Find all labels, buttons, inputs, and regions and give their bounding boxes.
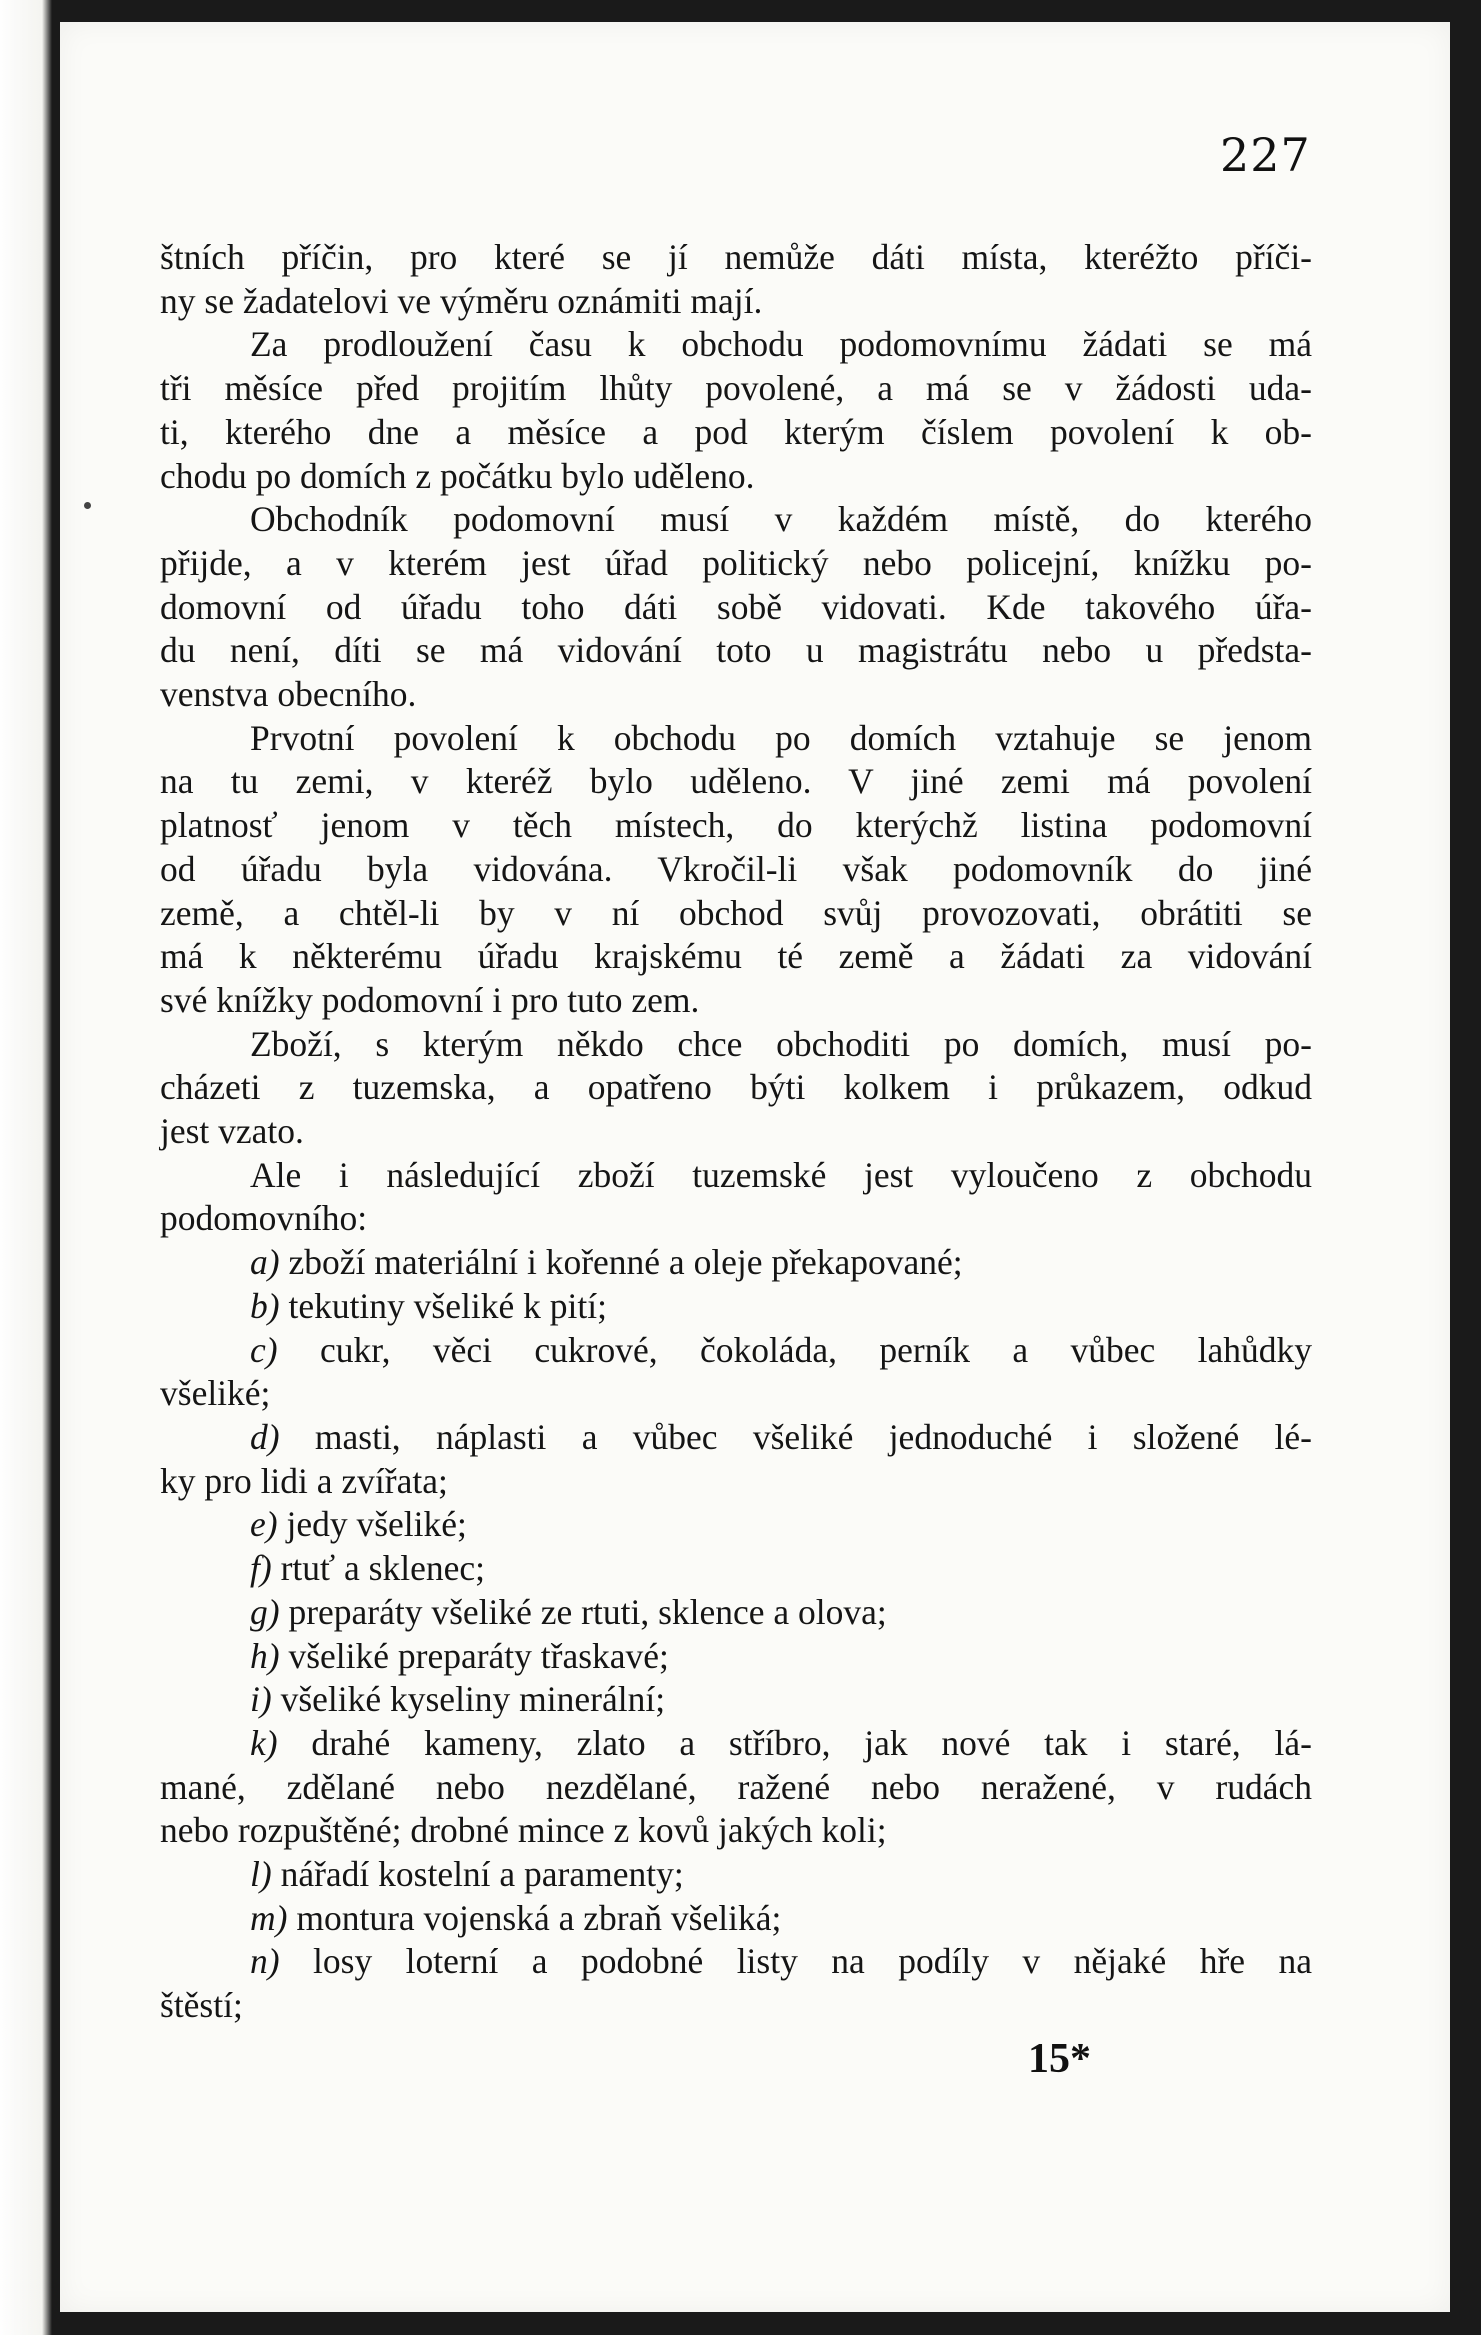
text-line: Ale i následující zboží tuzemské jest vyloučeno z obchodu — [250, 1154, 1312, 1195]
list-item-text: zboží materiální i kořenné a oleje překapované; — [288, 1242, 963, 1283]
list-item — [160, 1329, 1312, 1416]
text-line: tři měsíce před projitím lhůty povolené, a má se v žádosti uda- — [160, 368, 1312, 409]
ink-spot — [84, 502, 91, 509]
text-line: země, a chtěl-li by v ní obchod svůj provozovati, obrátiti se — [160, 892, 1312, 933]
text-line: Obchodník podomovní musí v každém místě, do kterého — [250, 499, 1312, 540]
text-line: podomovního: — [160, 1198, 368, 1239]
list-item-text: nebo rozpuštěné; drobné mince z kovů jakých koli; — [160, 1810, 887, 1851]
paragraph — [160, 717, 1312, 1023]
list-item-text: preparáty všeliké ze rtuti, sklence a olova; — [288, 1591, 887, 1632]
list-item — [160, 1416, 1312, 1503]
list-item-label: l) — [250, 1854, 272, 1895]
text-line: štních příčin, pro které se jí nemůže dáti místa, kteréžto příči- — [160, 237, 1312, 277]
list-item — [160, 1635, 1312, 1679]
list-item-label: i) — [250, 1679, 272, 1720]
list-item-text: všeliké kyseliny minerální; — [280, 1679, 666, 1720]
text-line — [160, 1635, 1312, 1679]
list-item-text: rtuť a sklenec; — [280, 1548, 485, 1589]
list-item-text: všeliké; — [160, 1373, 271, 1414]
text-line — [160, 1591, 1312, 1635]
list-item — [160, 1285, 1312, 1329]
list-item-text: cukr, věci cukrové, čokoláda, perník a vůbec lahůdky — [319, 1329, 1312, 1370]
text-line: domovní od úřadu toho dáti sobě vidovati. Kde takového úřa- — [160, 586, 1312, 627]
list-item — [160, 1853, 1312, 1897]
text-line: přijde, a v kterém jest úřad politický nebo policejní, knížku po- — [160, 542, 1312, 583]
signature-mark: 15* — [1028, 2036, 1091, 2082]
list-item — [160, 1547, 1312, 1591]
text-line: jest vzato. — [160, 1111, 304, 1152]
text-line — [160, 1984, 1312, 2028]
list-item-label: h) — [250, 1635, 280, 1676]
text-line — [160, 1329, 1312, 1373]
text-line — [160, 1241, 1312, 1285]
paragraph — [160, 498, 1312, 717]
list-item-label: a) — [250, 1242, 280, 1283]
text-line — [160, 1766, 1312, 1810]
text-line: Zboží, s kterým někdo chce obchoditi po domích, musí po- — [250, 1023, 1312, 1064]
paragraph — [160, 323, 1312, 498]
list-item-text: tekutiny všeliké k pití; — [288, 1285, 607, 1326]
list-item-text: masti, náplasti a vůbec všeliké jednoduché i složené lé- — [314, 1416, 1312, 1457]
text-line: platnosť jenom v těch místech, do kterýchž listina podomovní — [160, 805, 1312, 846]
list-item-label: e) — [250, 1504, 278, 1545]
list-item-label: g) — [250, 1591, 280, 1632]
list-item-text: štěstí; — [160, 1985, 243, 2026]
list-item — [160, 1722, 1312, 1853]
text-line: chodu po domích z počátku bylo uděleno. — [160, 455, 755, 496]
list-item — [160, 1503, 1312, 1547]
list-item — [160, 1591, 1312, 1635]
text-line — [160, 1503, 1312, 1547]
text-line — [160, 1460, 1312, 1504]
list-item-label: c) — [250, 1329, 278, 1370]
text-line — [160, 1853, 1312, 1897]
list-item-label: f) — [250, 1548, 272, 1589]
list-item-text: drahé kameny, zlato a stříbro, jak nové tak i staré, lá- — [311, 1722, 1312, 1763]
text-line — [160, 1372, 1312, 1416]
list-item — [160, 1940, 1312, 2027]
text-line: své knížky podomovní i pro tuto zem. — [160, 979, 700, 1020]
list-item-label: d) — [250, 1416, 280, 1457]
page-body — [160, 236, 1312, 2028]
text-line — [160, 1547, 1312, 1591]
text-line — [160, 1722, 1312, 1766]
list-item-text: všeliké preparáty třaskavé; — [288, 1635, 669, 1676]
list-item — [160, 1897, 1312, 1941]
list-item-text: jedy všeliké; — [286, 1504, 467, 1545]
text-line — [160, 1809, 1312, 1853]
text-line — [160, 1897, 1312, 1941]
paragraph — [160, 236, 1312, 323]
text-line — [160, 1285, 1312, 1329]
text-line: ny se žadatelovi ve výměru oznámiti mají. — [160, 280, 763, 321]
list-item — [160, 1241, 1312, 1285]
text-line: od úřadu byla vidována. Vkročil-li však podomovník do jiné — [160, 848, 1312, 889]
list-item-label: n) — [250, 1941, 280, 1982]
list-item — [160, 1678, 1312, 1722]
paragraph — [160, 1023, 1312, 1154]
paragraph — [160, 1154, 1312, 1241]
list-item-text: montura vojenská a zbraň všeliká; — [296, 1897, 782, 1938]
text-line: du není, díti se má vidování toto u magistrátu nebo u předsta- — [160, 630, 1312, 671]
text-line: Za prodloužení času k obchodu podomovnímu žádati se má — [250, 324, 1312, 365]
text-line: má k některému úřadu krajskému té země a žádati za vidování — [160, 936, 1312, 977]
text-line — [160, 1678, 1312, 1722]
list-item-label: b) — [250, 1285, 280, 1326]
text-line — [160, 1416, 1312, 1460]
text-line: cházeti z tuzemska, a opatřeno býti kolkem i průkazem, odkud — [160, 1067, 1312, 1108]
list-item-label: m) — [250, 1897, 288, 1938]
text-line: na tu zemi, v kteréž bylo uděleno. V jiné zemi má povolení — [160, 761, 1312, 802]
list-item-label: k) — [250, 1722, 278, 1763]
text-line — [160, 1940, 1312, 1984]
list-item-text: ky pro lidi a zvířata; — [160, 1460, 448, 1501]
text-line: ti, kterého dne a měsíce a pod kterým číslem povolení k ob- — [160, 411, 1312, 452]
list-item-text: mané, zdělané nebo nezdělané, ražené nebo neražené, v rudách — [160, 1766, 1312, 1807]
list-item-text: losy loterní a podobné listy na podíly v nějaké hře na — [313, 1941, 1312, 1982]
book-spine — [0, 0, 60, 2335]
text-line: venstva obecního. — [160, 674, 417, 715]
page-number: 227 — [1220, 128, 1311, 182]
text-line: Prvotní povolení k obchodu po domích vztahuje se jenom — [250, 717, 1312, 758]
list-item-text: nářadí kostelní a paramenty; — [280, 1854, 684, 1895]
